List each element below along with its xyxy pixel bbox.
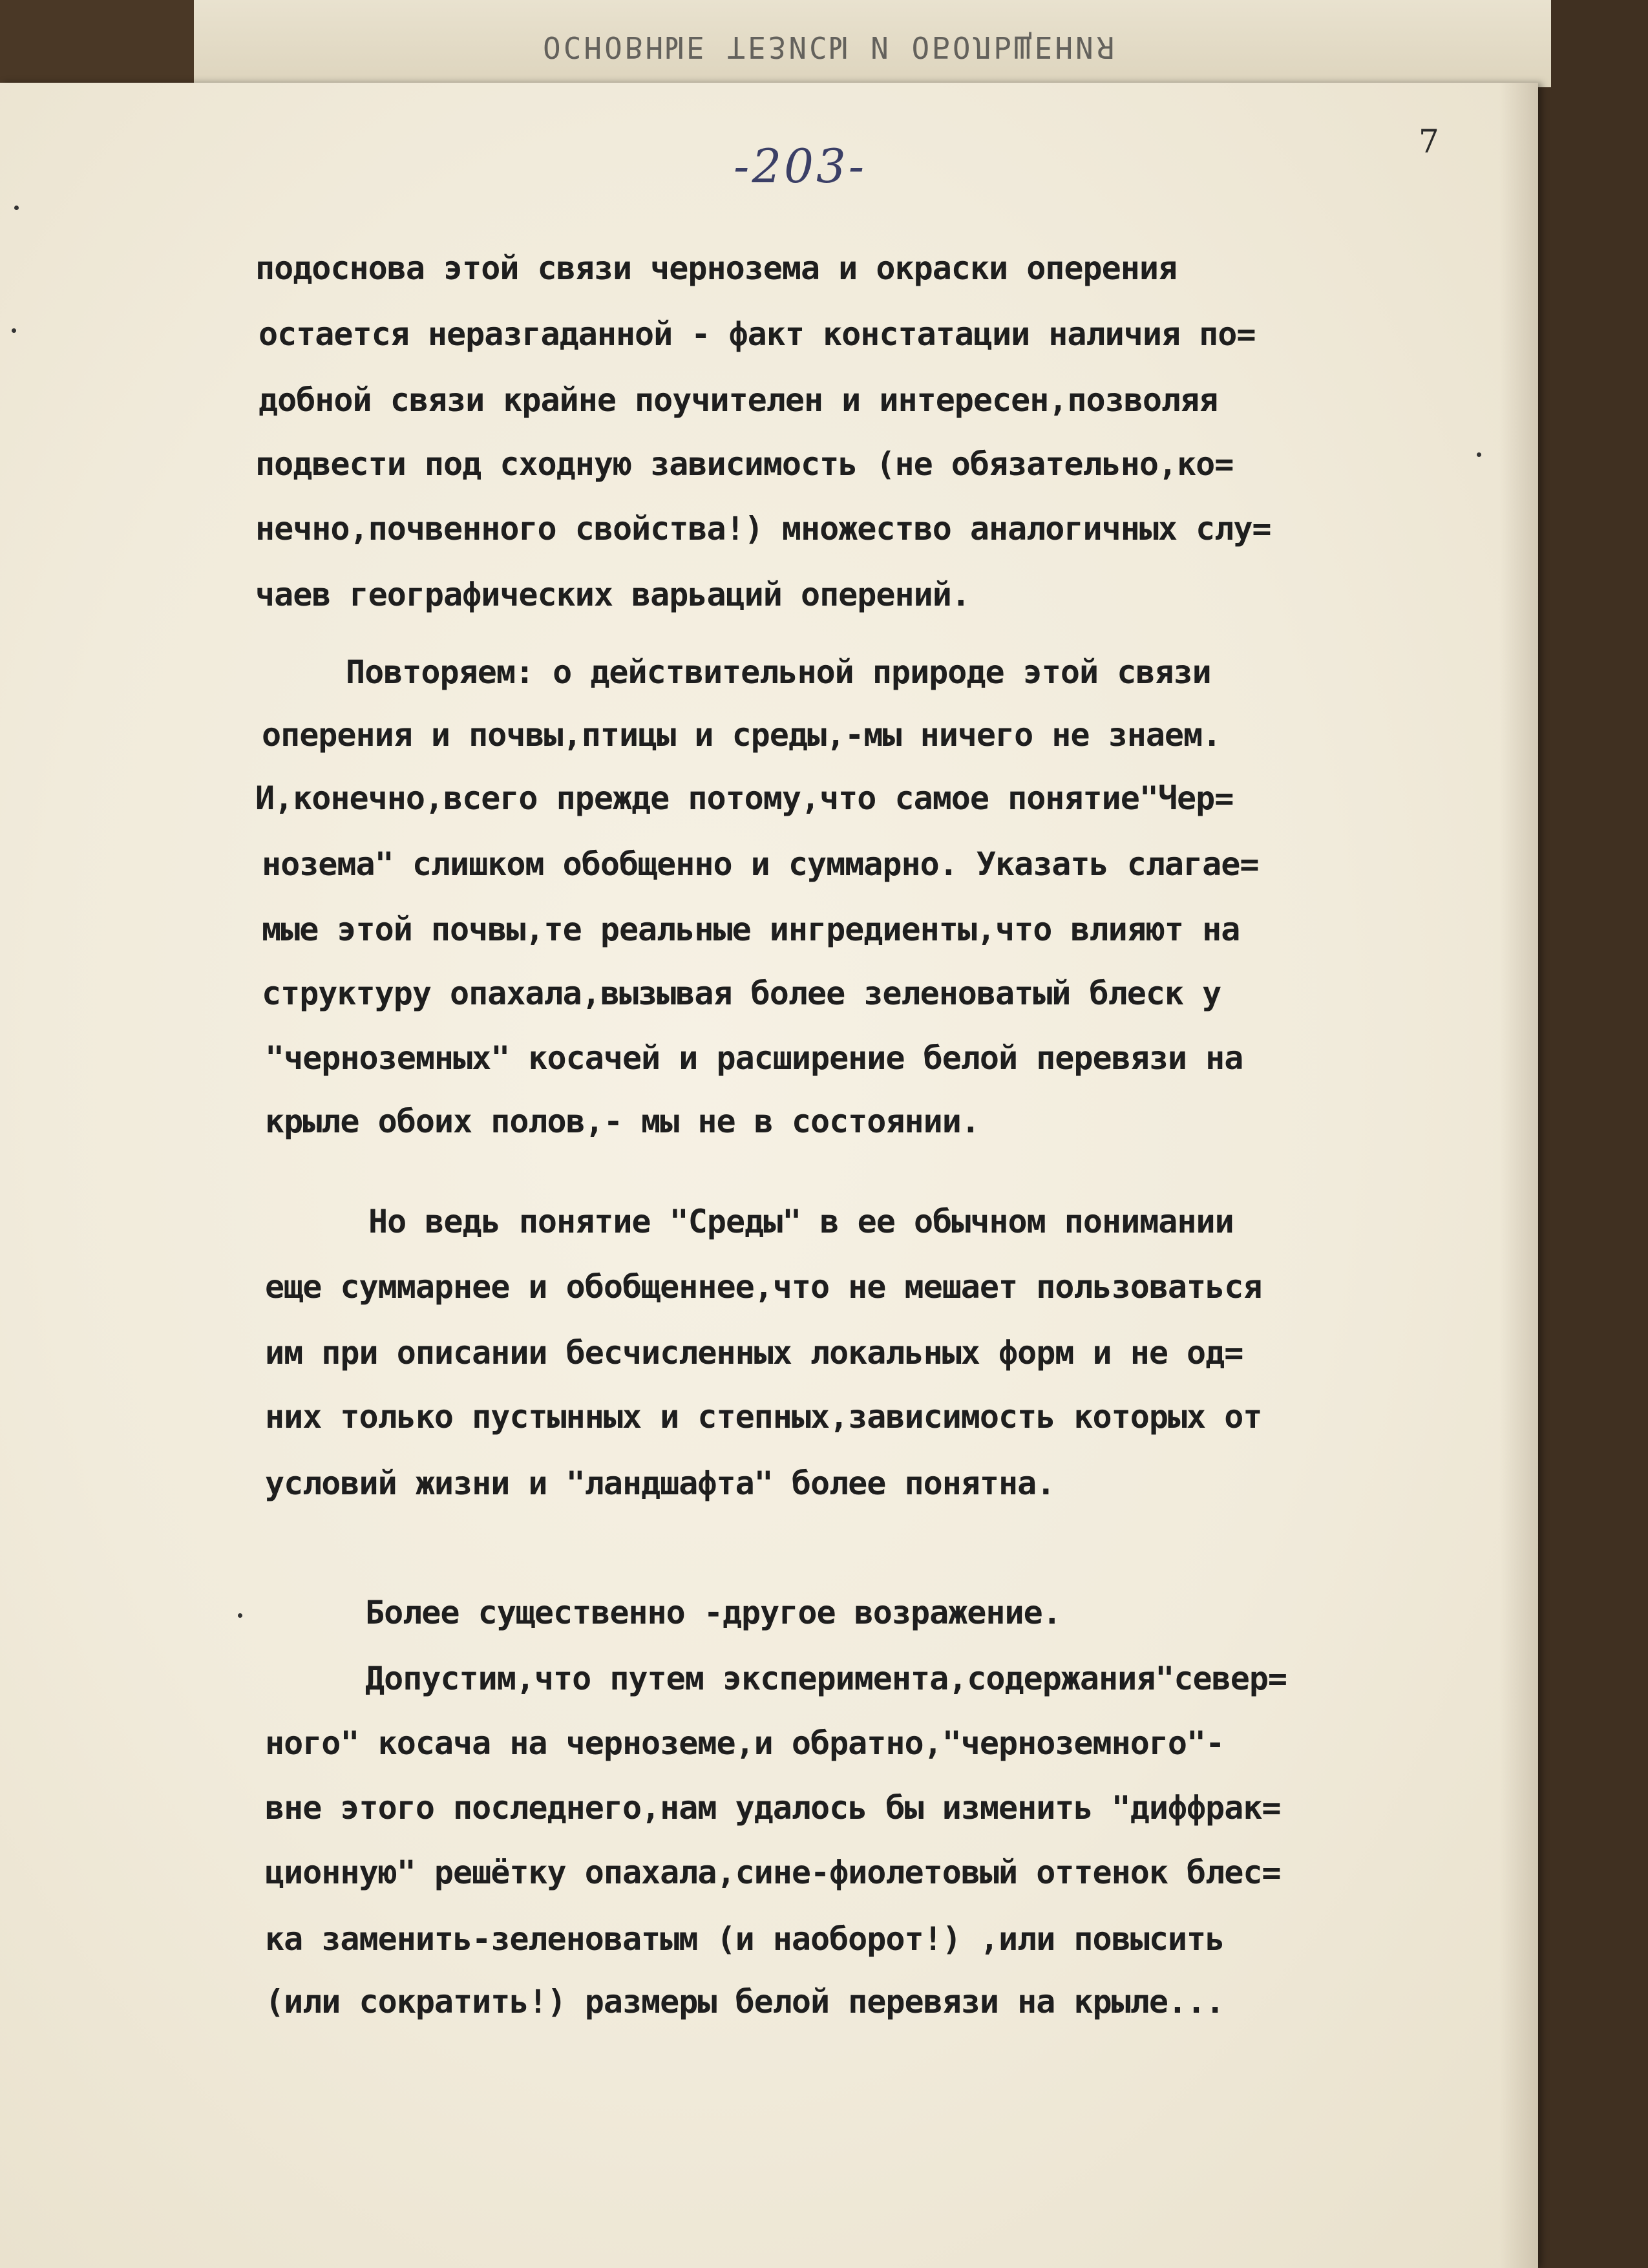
mirrored-stamp-text: ОСНОВНЫЕ ТЕЗИСЫ И ОБОЛЬЩЕНИЯ (543, 30, 1117, 65)
handwritten-page-number: -203- (734, 139, 867, 193)
text-line: Допустим,что путем эксперимента,содержания"север= (365, 1660, 1287, 1697)
underlying-page-top (194, 0, 1551, 87)
text-line: остается неразгаданной - факт констатации наличия по= (259, 315, 1256, 353)
text-line: (или сократить!) размеры белой перевязи на крыле... (265, 1983, 1225, 2020)
text-line: ционную" решётку опахала,сине-фиолетовый оттенок блес= (265, 1854, 1281, 1891)
text-line: Более существенно -другое возражение. (365, 1594, 1061, 1631)
text-line: нечно,почвенного свойства!) множество аналогичных слу= (255, 510, 1271, 547)
text-line: них только пустынных и степных,зависимость которых от (265, 1398, 1262, 1436)
text-line: "черноземных" косачей и расширение белой перевязи на (265, 1039, 1243, 1077)
ink-dot (1477, 452, 1481, 457)
text-line: структуру опахала,вызывая более зеленоватый блеск у (262, 975, 1221, 1012)
text-line: оперения и почвы,птицы и среды,-мы ничего не знаем. (262, 716, 1221, 754)
text-line: крыле обоих полов,- мы не в состоянии. (265, 1103, 980, 1140)
text-line: вне этого последнего,нам удалось бы изменить "диффрак= (265, 1789, 1281, 1827)
text-line: добной связи крайне поучителен и интересен,позволяя (259, 381, 1218, 419)
text-line: ного" косача на черноземе,и обратно,"черноземного"- (265, 1724, 1225, 1762)
text-line: подвести под сходную зависимость (не обязательно,ко= (255, 445, 1234, 483)
text-line: Но ведь понятие "Среды" в ее обычном понимании (368, 1203, 1234, 1240)
page-number: 7 (1419, 123, 1439, 160)
text-line: подоснова этой связи чернозема и окраски оперения (255, 249, 1178, 287)
text-line: мые этой почвы,те реальные ингредиенты,что влияют на (262, 911, 1240, 948)
text-line: нозема" слишком обобщенно и суммарно. Указать слагае= (262, 845, 1259, 883)
ink-dot (12, 328, 16, 333)
text-line: условий жизни и "ландшафта" более понятна. (265, 1465, 1055, 1502)
page-edge-shadow (1499, 83, 1538, 2268)
ink-dot (238, 1613, 242, 1618)
text-line: чаев географических варьаций оперений. (255, 576, 970, 613)
text-line: Повторяем: о действительной природе этой связи (346, 653, 1211, 691)
text-line: еще суммарнее и обобщеннее,что не мешает пользоваться (265, 1268, 1262, 1306)
text-line: ка заменить-зеленоватым (и наоборот!) ,или повысить (265, 1920, 1225, 1958)
text-line: им при описании бесчисленных локальных форм и не од= (265, 1334, 1243, 1372)
text-line: И,конечно,всего прежде потому,что самое понятие"Чер= (255, 779, 1234, 817)
ink-dot (14, 206, 19, 210)
